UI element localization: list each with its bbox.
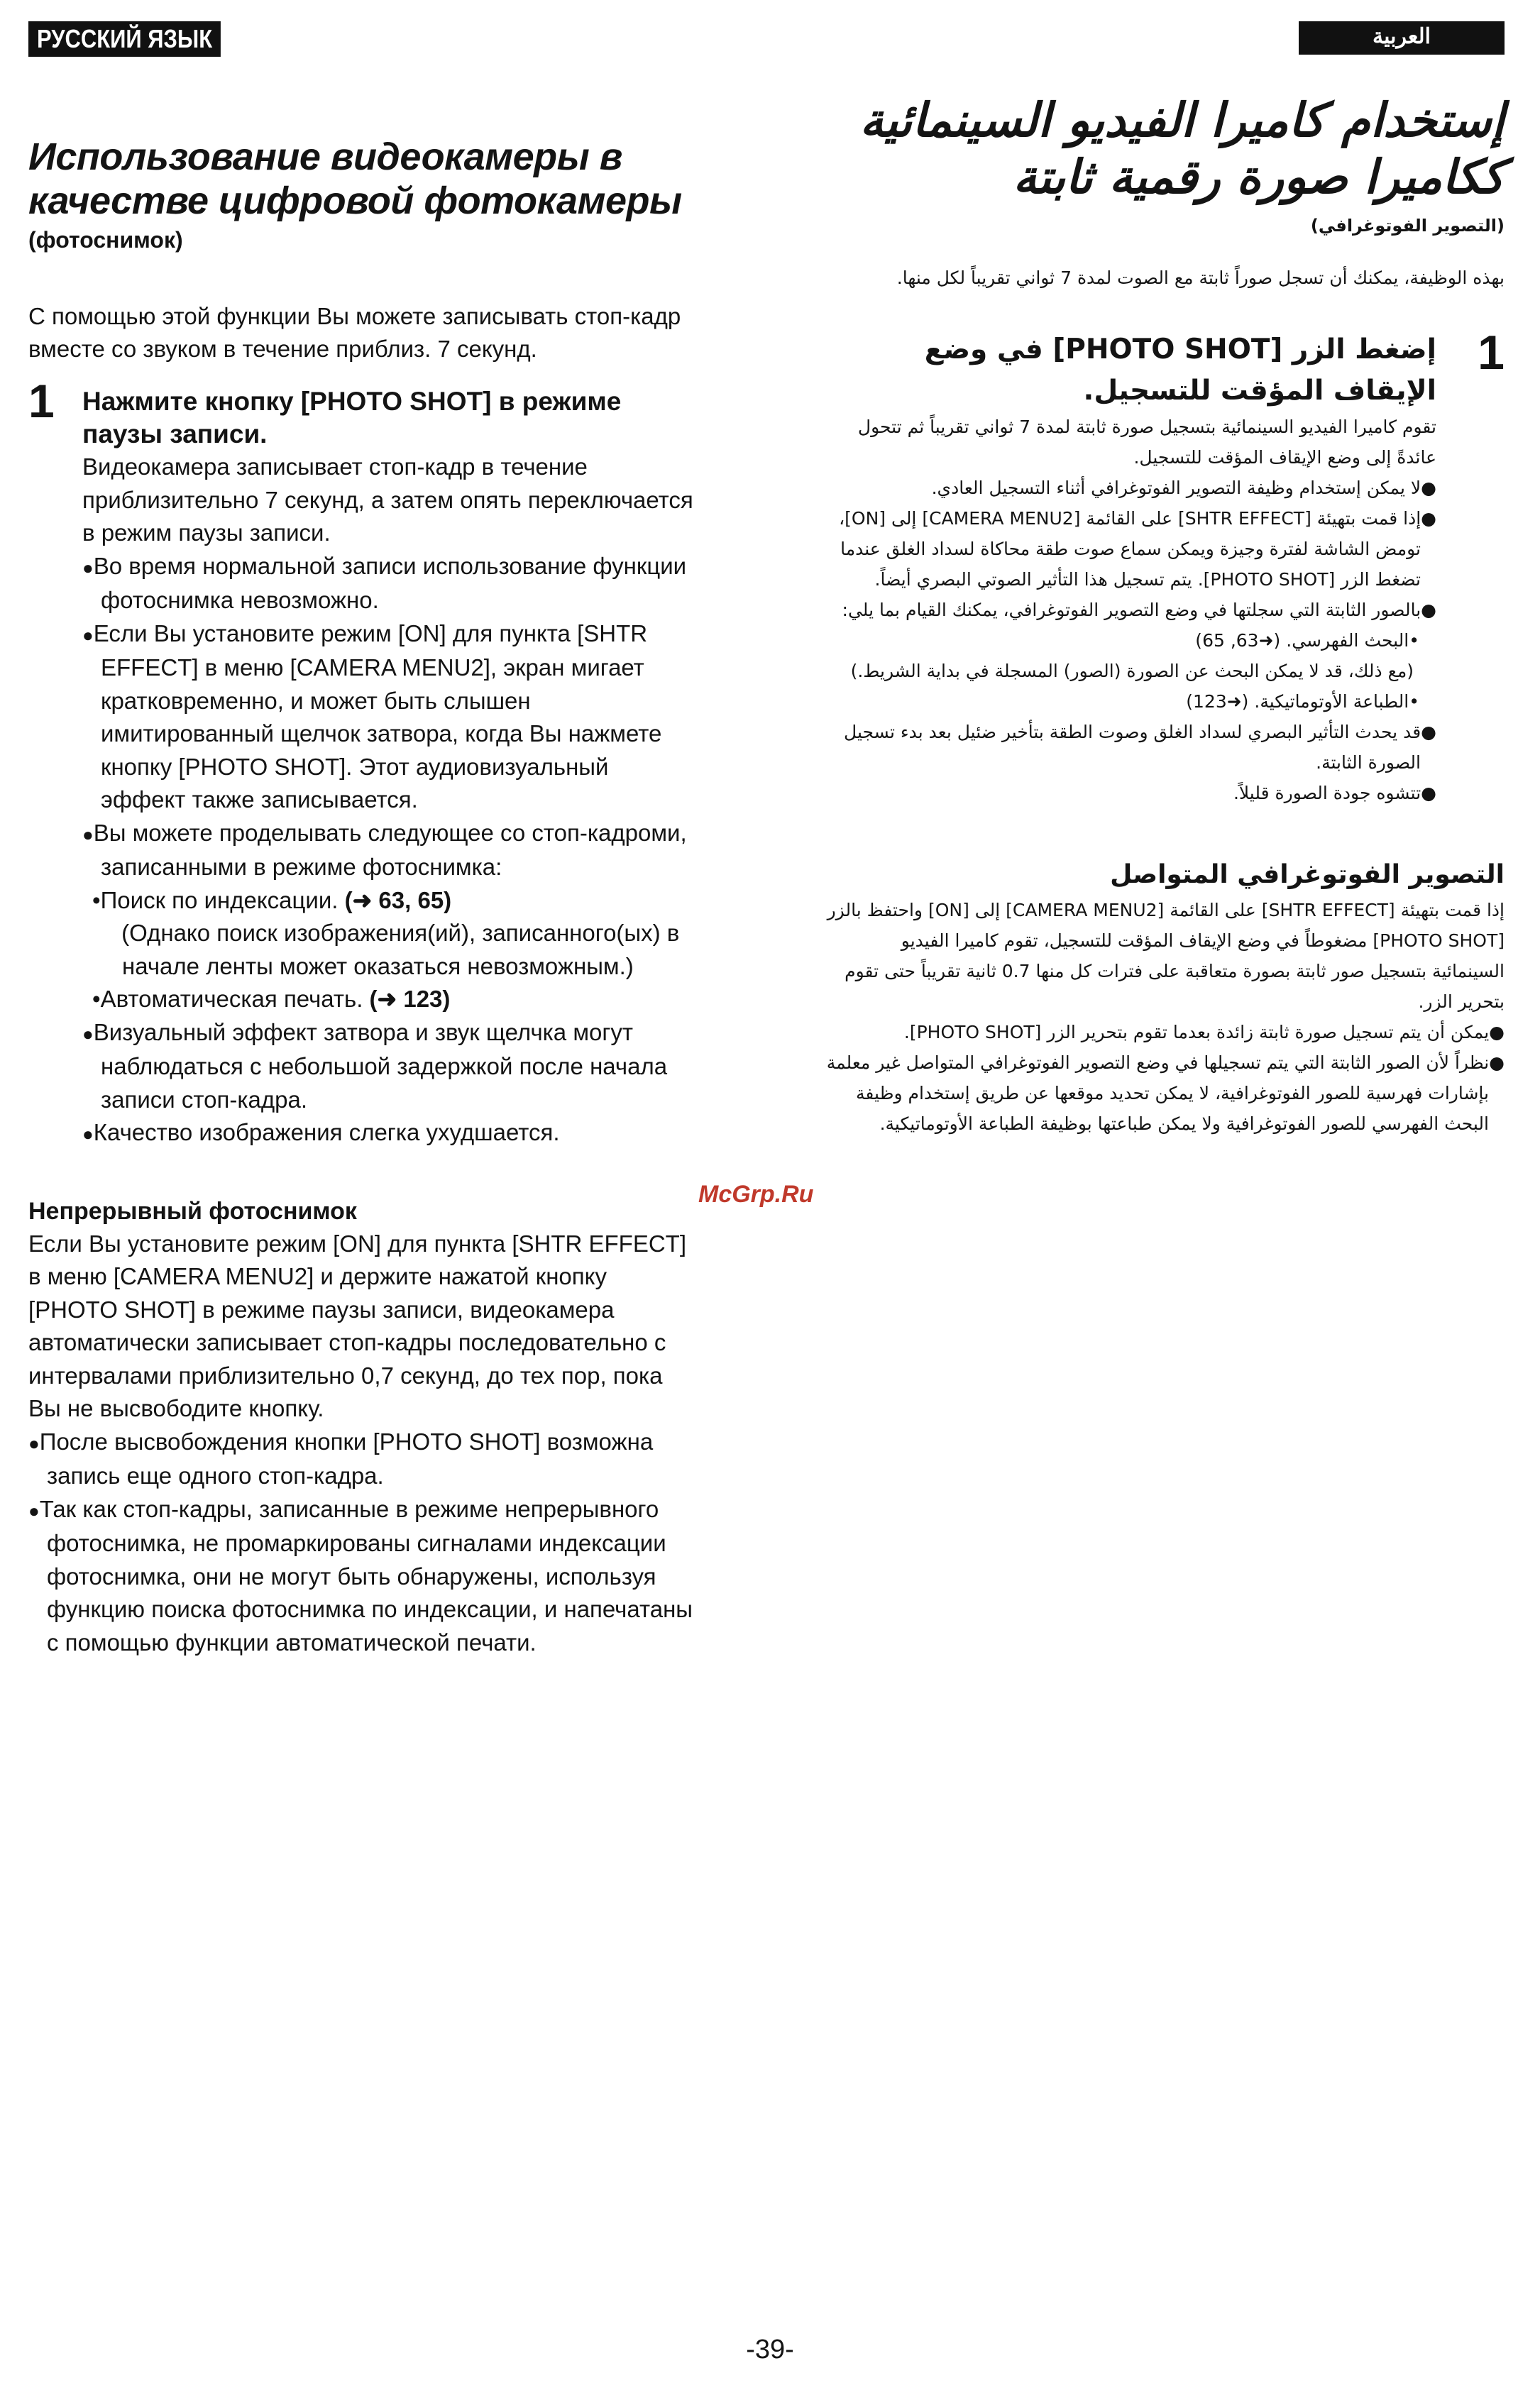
ru-page-title: [28, 135, 695, 223]
list-item: ●إذا قمت بتهيئة [SHTR EFFECT] على القائمة [CAMERA MENU2] إلى [ON]، تومض الشاشة لفترة وجيزة ويمكن سماع صوت طقة محاكاة لسداد الغلق عندما تضغط الزر [PHOTO SHOT]. يتم تسجيل هذا التأثير الصوتي البصري أيضاً.: [839, 508, 1436, 590]
ar-subtitle: (التصوير الفوتوغرافي): [1310, 216, 1505, 236]
ru-step-bullets-after: [82, 1016, 695, 1151]
ar-intro: بهذه الوظيفة، يمكنك أن تسجل صوراً ثابتة مع الصوت لمدة 7 ثواني تقريباً لكل منها.: [896, 268, 1505, 288]
list-item: ●نظراً لأن الصور الثابتة التي يتم تسجيلها في وضع التصوير الفوتوغرافي المتواصل غير معلمة بإشارات فهرسية للصور الفوتوغرافية، لا يمكن تحديد موقعها عن طريق إستخدام وظيفة البحث الفهرسي للصور الفوتوغرافية ولا يمكن طباعتها بوظيفة الطباعة الأوتوماتيكية.: [826, 1052, 1505, 1134]
watermark: McGrp.Ru: [698, 1181, 814, 1208]
ru-title-line-2: качестве цифровой фотокамеры: [28, 180, 682, 222]
page-reference: (➜ 123): [369, 986, 451, 1012]
ru-step-title: Нажмите кнопку [PHOTO SHOT] в режиме паузы записи.: [82, 387, 622, 448]
ru-continuous-bullets: [28, 1426, 695, 1660]
list-item: ●لا يمكن إستخدام وظيفة التصوير الفوتوغرافي أثناء التسجيل العادي.: [931, 478, 1436, 498]
ar-step-bullets: [823, 473, 1436, 625]
ru-step-text: Видеокамера записывает стоп-кадр в течение приблизительно 7 секунд, а затем опять переключается в режим паузы записи.: [82, 453, 693, 546]
list-item: (Однако поиск изображения(ий), записанного(ых) в начале ленты может оказаться невозможным.): [121, 920, 680, 979]
list-item: ●بالصور الثابتة التي سجلتها في وضع التصوير الفوتوغرافي، يمكنك القيام بما يلي:: [842, 600, 1436, 620]
russian-language-label: РУССКИЙ ЯЗЫК: [28, 21, 221, 57]
ru-step-number: 1: [28, 375, 55, 427]
ru-step-body: [82, 385, 695, 1151]
list-item: ●قد يحدث التأثير البصري لسداد الغلق وصوت الطقة بتأخير ضئيل بعد بدء تسجيل الصورة الثابتة.: [844, 722, 1436, 773]
list-item: ●Если Вы установите режим [ON] для пункта [SHTR EFFECT] в меню [CAMERA MENU2], экран мигает кратковременно, и может быть слышен имитированный щелчок затвора, когда Вы нажмете кнопку [PHOTO SHOT]. Этот аудиовизуальный эффект также записывается.: [82, 619, 662, 813]
ar-step-title: إضغط الزر [PHOTO SHOT] في وضع الإيقاف المؤقت للتسجيل.: [924, 334, 1436, 407]
list-item: •Автоматическая печать. (➜ 123): [92, 986, 451, 1012]
list-item: ●Качество изображения слегка ухудшается.: [82, 1119, 560, 1145]
ru-step-bullets: [82, 550, 695, 884]
ar-step-subitems: [823, 625, 1436, 717]
page-reference: (➜ 63, 65): [344, 886, 452, 913]
list-item: ●Визуальный эффект затвора и звук щелчка могут наблюдаться с небольшой задержкой после начала записи стоп-кадра.: [82, 1018, 668, 1113]
ru-continuous-heading: Непрерывный фотоснимок: [28, 1197, 357, 1225]
ar-continuous-heading: التصوير الفوتوغرافي المتواصل: [1110, 860, 1505, 889]
ar-step-1: [823, 326, 1505, 808]
ru-title-line-1: Использование видеокамеры в: [28, 136, 622, 178]
russian-column: [28, 21, 695, 1659]
arabic-language-label: العربية: [1299, 21, 1505, 55]
ar-continuous-bullets: [823, 1017, 1505, 1139]
ru-continuous-body: Если Вы установите режим [ON] для пункта [SHTR EFFECT] в меню [CAMERA MENU2] и держите нажатой кнопку [PHOTO SHOT] в режиме паузы записи, видеокамера автоматически записывает стоп-кадры последовательно с интервалами приблизительно 0,7 секунд, до тех пор, пока Вы не высвободите кнопку.: [28, 1230, 687, 1421]
ar-step-number: 1: [1478, 326, 1505, 380]
list-item: ●Вы можете проделывать следующее со стоп-кадроми, записанными в режиме фотоснимка:: [82, 819, 687, 880]
ar-continuous-body: إذا قمت بتهيئة [SHTR EFFECT] على القائمة [CAMERA MENU2] إلى [ON] واحتفظ بالزر [PHOTO SHOT] مضغوطاً في وضع الإيقاف المؤقت للتسجيل، تقوم كاميرا الفيديو السينمائية بتسجيل صور ثابتة بصورة متعاقبة على فترات كل منها 0.7 ثانية تقريباً حتى تقوم بتحرير الزر.: [827, 900, 1505, 1012]
list-item: •البحث الفهرسي. (➜63, 65): [1195, 630, 1419, 651]
ar-page-title: إستخدام كاميرا الفيديو السينمائية ككاميرا صورة رقمية ثابتة: [859, 93, 1505, 204]
list-item: ●يمكن أن يتم تسجيل صورة ثابتة زائدة بعدما تقوم بتحرير الزر [PHOTO SHOT].: [903, 1022, 1505, 1042]
list-item: (مع ذلك، قد لا يمكن البحث عن الصورة (الصور) المسجلة في بداية الشريط.): [850, 661, 1414, 681]
ru-subtitle: (фотоснимок): [28, 227, 183, 253]
list-item: •الطباعة الأوتوماتيكية. (➜123): [1186, 691, 1419, 712]
ar-step-body: [823, 329, 1436, 808]
ar-step-text: تقوم كاميرا الفيديو السينمائية بتسجيل صورة ثابتة لمدة 7 ثواني تقريباً ثم تتحول عائدةً إلى وضع الإيقاف المؤقت للتسجيل.: [857, 417, 1436, 468]
ru-intro: С помощью этой функции Вы можете записывать стоп-кадр вместе со звуком в течение приблиз. 7 секунд.: [28, 303, 681, 362]
list-item: ●Во время нормальной записи использование функции фотоснимка невозможно.: [82, 552, 687, 613]
ru-step-1: [28, 375, 695, 1151]
list-item: ●После высвобождения кнопки [PHOTO SHOT] возможна запись еще одного стоп-кадра.: [28, 1428, 654, 1489]
page-number: -39-: [746, 2335, 794, 2364]
list-item: •Поиск по индексации. (➜ 63, 65): [92, 886, 452, 913]
ru-step-subitems: [82, 884, 695, 1016]
list-item: ●تتشوه جودة الصورة قليلاً.: [1233, 783, 1436, 803]
arabic-column: [823, 21, 1505, 1139]
list-item: ●Так как стоп-кадры, записанные в режиме непрерывного фотоснимка, не промаркированы сигналами индексации фотоснимка, они не могут быть обнаружены, используя функцию поиска фотоснимка по индексации, и напечатаны с помощью функции автоматической печати.: [28, 1495, 693, 1656]
ar-step-bullets-after: [823, 717, 1436, 808]
